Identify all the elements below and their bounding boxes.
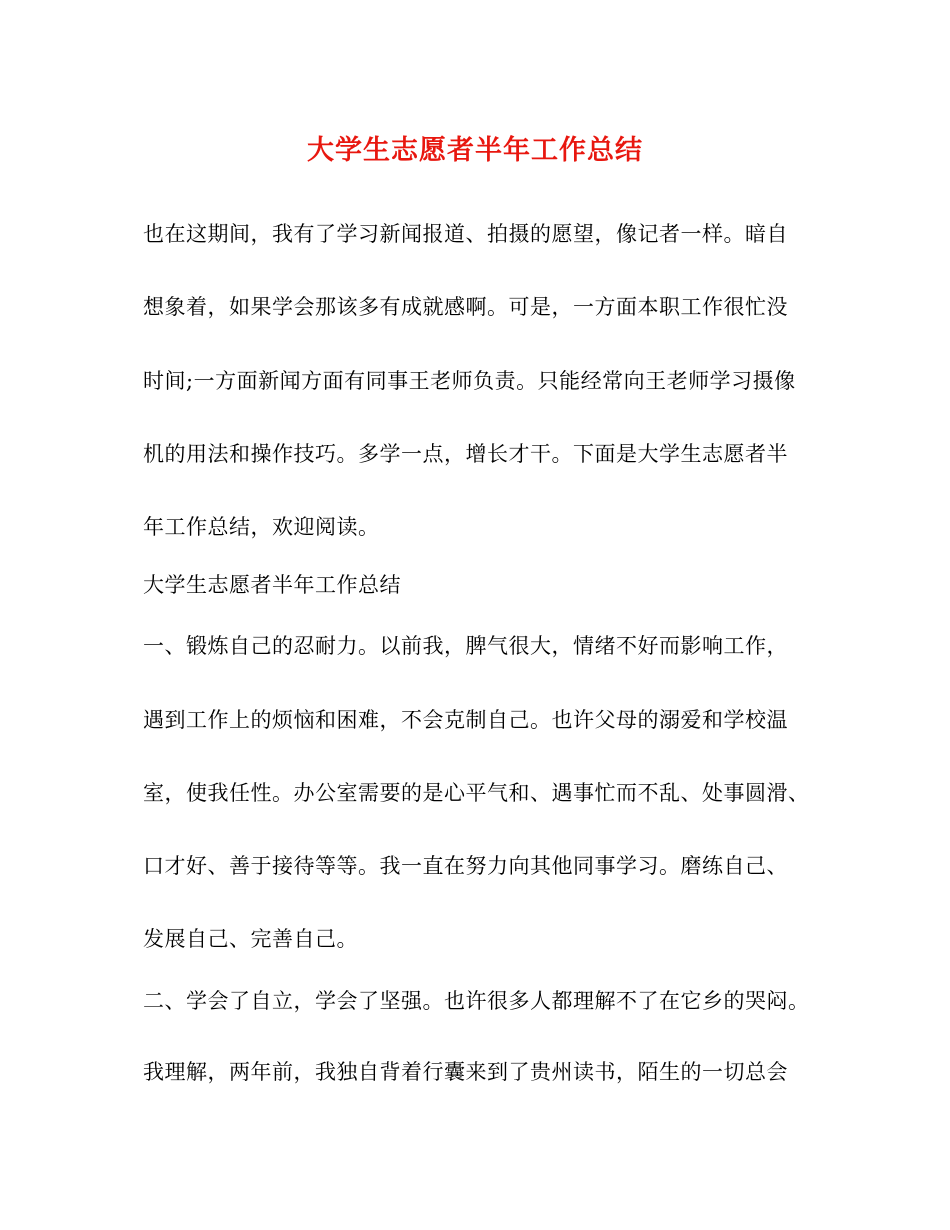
document-title: 大学生志愿者半年工作总结 (307, 135, 643, 166)
body-line-9: 室，使我任性。办公室需要的是心平气和、遇事忙而不乱、处事圆滑、 (143, 781, 810, 805)
body-line-4: 机的用法和操作技巧。多学一点，增长才干。下面是大学生志愿者半 (143, 442, 788, 466)
body-line-3: 时间;一方面新闻方面有同事王老师负责。只能经常向王老师学习摄像 (143, 369, 796, 393)
body-line-1: 也在这期间，我有了学习新闻报道、拍摄的愿望，像记者一样。暗自 (143, 222, 788, 246)
body-line-2: 想象着，如果学会那该多有成就感啊。可是，一方面本职工作很忙没 (143, 295, 788, 319)
body-line-12: 二、学会了自立，学会了坚强。也许很多人都理解不了在它乡的哭闷。 (143, 989, 810, 1013)
body-line-8: 遇到工作上的烦恼和困难，不会克制自己。也许父母的溺爱和学校温 (143, 708, 788, 732)
body-line-11: 发展自己、完善自己。 (143, 927, 358, 951)
body-line-10: 口才好、善于接待等等。我一直在努力向其他同事学习。磨练自己、 (143, 854, 788, 878)
section-heading: 大学生志愿者半年工作总结 (143, 573, 401, 597)
body-line-5: 年工作总结，欢迎阅读。 (143, 515, 380, 539)
body-line-13: 我理解，两年前，我独自背着行囊来到了贵州读书，陌生的一切总会 (143, 1060, 788, 1084)
body-line-7: 一、锻炼自己的忍耐力。以前我，脾气很大，情绪不好而影响工作， (143, 634, 788, 658)
